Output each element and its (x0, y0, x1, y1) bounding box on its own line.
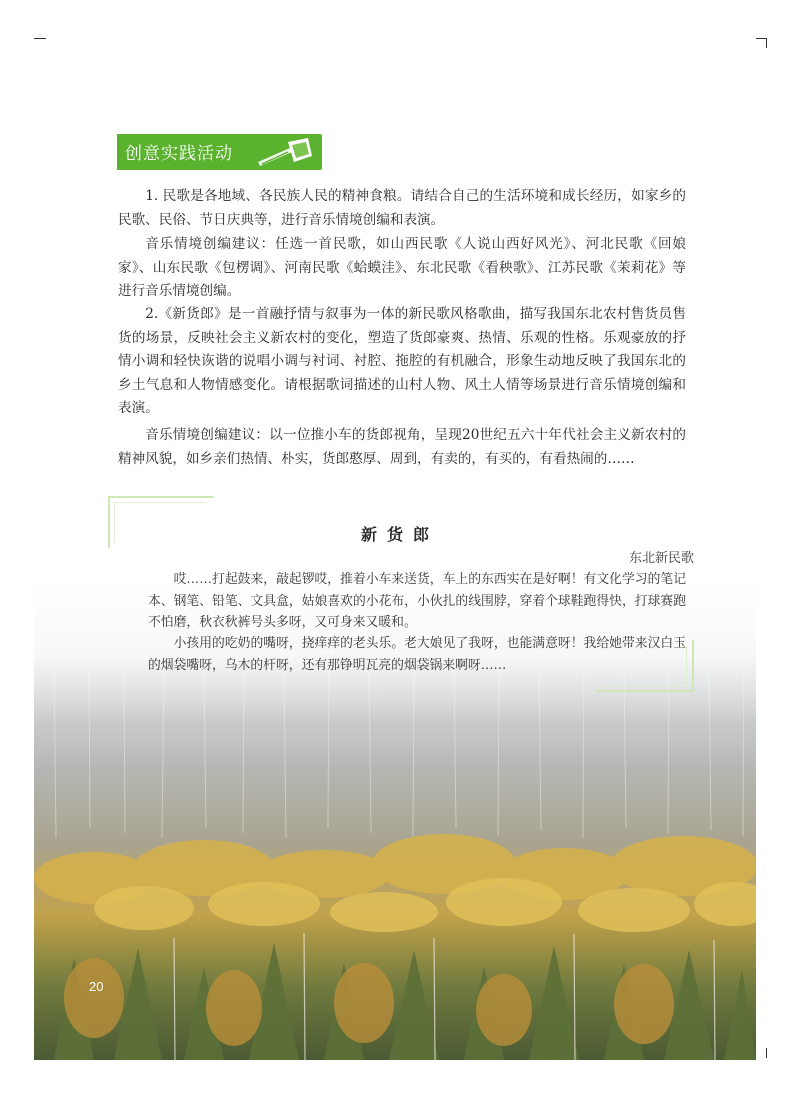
section-title: 创意实践活动 (125, 144, 233, 164)
crop-mark-top-right-h (756, 38, 766, 39)
crop-mark-bottom-right (766, 1048, 767, 1058)
lyrics-paragraph-1: 哎……打起鼓来，敲起锣哎，推着小车来送货，车上的东西实在是好啊！有文化学习的笔记本、钢笔、铅笔、文具盒，姑娘喜欢的小花布，小伙扎的线围脖，穿着个球鞋跑得快，打球赛跑不怕磨，秋衣秋裤号头多呀，又可身来又暖和。 (148, 572, 686, 630)
song-source: 东北新民歌 (628, 551, 694, 566)
song-title: 新货郎 (360, 525, 439, 544)
crop-mark-top-right-v (766, 38, 767, 48)
section-banner (117, 134, 322, 170)
lyrics-paragraph-2: 小孩用的吃奶的嘴呀，挠痒痒的老头乐。老大娘见了我呀，也能满意呀！我给她带来汉白玉的烟袋嘴呀，乌木的杆呀，还有那铮明瓦亮的烟袋锅来啊呀…… (148, 636, 686, 673)
paragraph-1: 1. 民歌是各地域、各民族人民的精神食粮。请结合自己的生活环境和成长经历，如家乡的民歌、民俗、节日庆典等，进行音乐情境创编和表演。 (118, 188, 686, 228)
shovel-icon (252, 136, 316, 168)
paragraph-2: 音乐情境创编建议：任选一首民歌，如山西民歌《人说山西好风光》、河北民歌《回娘家》、山东民歌《包楞调》、河南民歌《蛤蟆洼》、东北民歌《看秧歌》、江苏民歌《茉莉花》等进行音乐情境创编。 (118, 236, 686, 300)
crop-mark-top-left (34, 38, 46, 39)
paragraph-4: 音乐情境创编建议：以一位推小车的货郎视角，呈现20世纪五六十年代社会主义新农村的精神风貌，如乡亲们热情、朴实，货郎憨厚、周到，有卖的，有买的，有看热闹的…… (118, 427, 686, 467)
paragraph-3: 2.《新货郎》是一首融抒情与叙事为一体的新民歌风格歌曲，描写我国东北农村售货员售货的场景，反映社会主义新农村的变化，塑造了货郎豪爽、热情、乐观的性格。乐观豪放的抒情小调和轻快诙谐的说唱小调与衬词、衬腔、拖腔的有机融合，形象生动地反映了我国东北的乡土气息和人物情感变化。请根据歌词描述的山村人物、风土人情等场景进行音乐情境创编和表演。 (118, 306, 686, 417)
page-number: 20 (89, 979, 104, 994)
